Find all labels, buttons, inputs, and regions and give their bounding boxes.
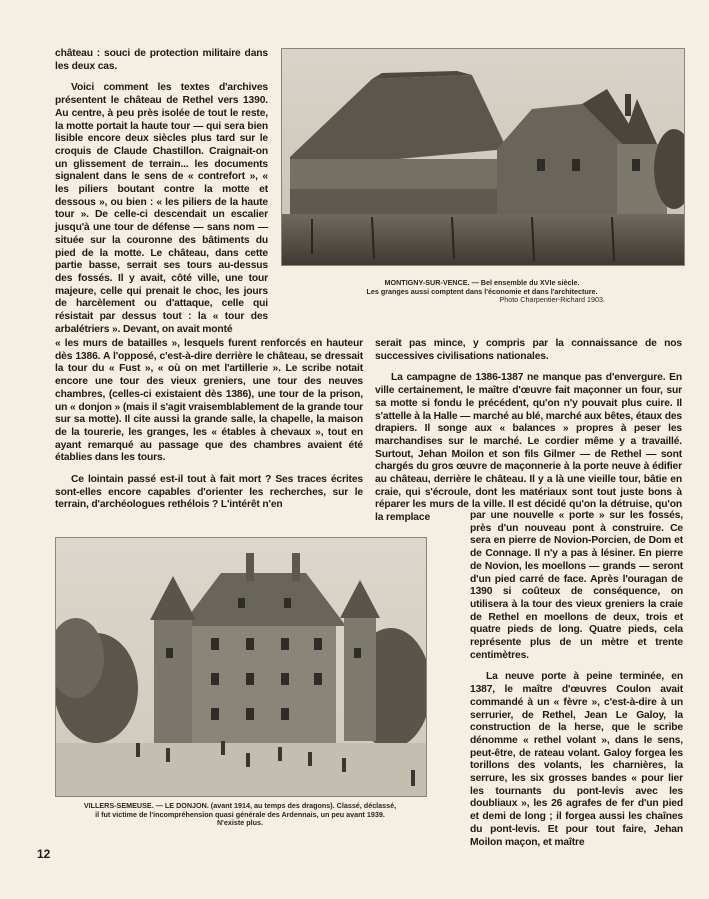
paragraph: « les murs de batailles », lesquels furent renforcés en hauteur dès 1386. A l'opposé, c'est-à-dire derrière le château, se dressait la tour du « Fust », « où on met l'artillerie ». Le scribe notait encore une tour des vieux greniers, une tour des neuves chambres, (celles-ci existaient dès 1386), une tour de la prison, un « donjon » (mais il s'agit vraisemblablement de la grande tour sur sa motte). Il cite aussi la grande salle, la chapelle, la maison de la tourerie, les granges, les « étables à chevaux », tout en ayant remarqué au passage que des chambres avaient été établies dans les tours. xyxy=(55,338,363,464)
caption-credit: Photo Charpentier-Richard 1903. xyxy=(499,295,605,305)
paragraph: château : souci de protection militaire dans les deux cas. xyxy=(55,48,268,72)
caption-line: il fut victime de l'incompréhension quasi générale des Ardennais, un peu avant 1939. xyxy=(95,809,385,819)
text-column-left-wide xyxy=(55,338,363,512)
photo-villers-semeuse-donjon xyxy=(55,537,427,797)
photo-caption-top xyxy=(281,279,683,305)
paragraph: La neuve porte à peine terminée, en 1387, le maître d'œuvres Coulon avait commandé à un « fèvre », c'est-à-dire à un serrurier, de Rethel, Jean Le Galoy, la construction de la herse, que le scribe dénomme « rethel volant », dans le sens, peut-être, de rateau volant. Galoy forgea les torillons des volants, les charnières, la serrure, les six grosses bandes « pour lier les tournants du pont-levis avec les doubliaux », les 26 agrafes de fer d'un pied et demi de long ; il forgea aussi les chaînes du pont-levis. Et pour tout faire, Jehan Moilon maçon, et maître xyxy=(470,671,683,848)
text-column-right-narrow xyxy=(470,510,683,849)
photo-montigny-sur-vence xyxy=(281,48,685,266)
paragraph: serait pas mince, y compris par la connaissance de nos successives civilisations nationales. xyxy=(375,338,682,362)
paragraph: Ce lointain passé est-il tout à fait mort ? Ses traces écrites sont-elles encore capables d'orienter les recherches, sur le terrain, d'archéologues rethélois ? L'intérêt n'en xyxy=(55,474,363,511)
paragraph: Voici comment les textes d'archives présentent le château de Rethel vers 1390. Au centre, à peu près isolée de tout le reste, la motte portait la haute tour — qui sera bien lisible encore deux siècles plus tard sur le croquis de Claude Chastillon. Craignait-on un glissement de terrain... les documents signalent dans le sens de « contrefort », « les piliers boutant contre la motte et dessous », ou bien : « les piliers de la haute tour ». De celle-ci descendait un escalier jusqu'à une tour de défense — sans nom — située sur la couronne des bâtiments du pied de la motte. Le château, dans cette partie basse, serrait ses tours au-dessus des fossés. Il y avait, côté ville, une tour majeure, celle qui prenait le choc, les jours de harcèlement ou d'attaque, celle qui résistait par dessus tout : la « tour des arbalétriers ». Devant, on avait monté xyxy=(55,82,268,335)
caption-line: VILLERS-SEMEUSE. — LE DONJON. (avant 1914, au temps des dragons). Classé, déclassé, xyxy=(83,801,397,810)
photo-caption-bottom xyxy=(55,802,425,828)
caption-line: Les granges aussi comptent dans l'économie et dans l'architecture. xyxy=(366,286,598,296)
donjon-photo-image xyxy=(56,538,426,796)
paragraph: par une nouvelle « porte » sur les fossés, près d'un nouveau pont à construire. Ce sera en pierre de Novion-Porcien, de Dom et de Connage. Il n'y a pas à lésiner. En pierre de Novion, les moellons — grands — seront d'un pied carré de face. Après l'ouragan de 1390 si coûteux de conséquence, on utilisera à la tour des vieux greniers la craie de Rethel en moellons de deux, trois et quatre pieds de long. Quatre pieds, cela représente plus de un mètre et trente centimètres. xyxy=(470,510,683,661)
caption-line: MONTIGNY-SUR-VENCE. — Bel ensemble du XVIe siècle. xyxy=(384,278,580,287)
caption-line: N'existe plus. xyxy=(216,818,264,828)
page-number: 12 xyxy=(37,847,51,861)
text-column-right-wide xyxy=(375,338,682,525)
paragraph: La campagne de 1386-1387 ne manque pas d'envergure. En ville certainement, le maître d'œuvre fait maçonner un four, sur sa motte si fondu le précédent, qu'on n'y pouvait plus cuire. Il s'attelle à la Halle — marché au blé, marché aux bêtes, étaux des drapiers. Il songe aux « balances » propres à peser les marchandises sur le marché. Le cordier même y a travaillé. Surtout, Jehan Moilon et son fils Gilmer — de Rethel — sont chargés du gros œuvre de maçonnerie à la porte neuve à édifier au château, derrière le château. Il y a là une vieille tour, bâtie en craie, qui s'écroule, dont les matériaux sont tout juste bons à réparer les murs de la ville. Il est décidé qu'on la détruise, qu'on la remplace xyxy=(375,372,682,524)
text-column-left-top xyxy=(55,48,268,336)
barn-photo-image xyxy=(282,49,684,265)
